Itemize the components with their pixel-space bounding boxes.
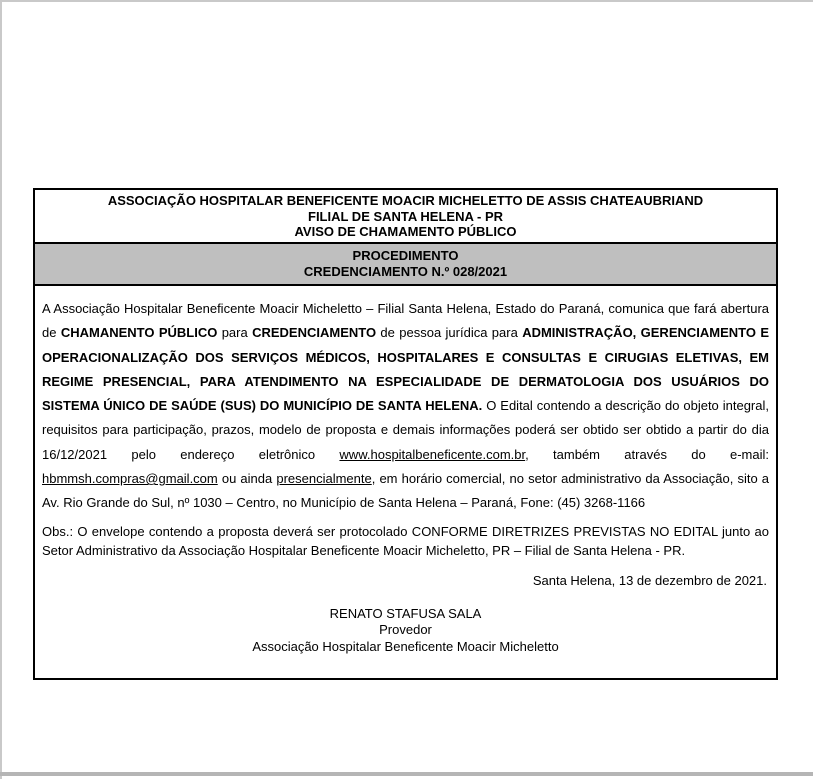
notice-title: AVISO DE CHAMAMENTO PÚBLICO [294,224,517,240]
window-left-border [0,0,2,779]
text-run: A Associação Hospitalar Beneficente Moacir Micheletto – Filial Santa Helena, Estado do Paraná, comunica que fará abertura de [42,301,769,341]
signer-org: Associação Hospitalar Beneficente Moacir Micheletto [252,638,559,654]
document-page [33,188,778,680]
text-run: , também através do e-mail: [525,446,769,462]
document-header [35,190,776,244]
website-link[interactable]: www.hospitalbeneficente.com.br [339,446,526,462]
text-run: para [217,325,253,341]
text-run-bold: CREDENCIAMENTO [252,325,377,341]
text-run: O Edital contendo a descrição do objeto integral, requisitos para participação, prazos, modelo de proposta e demais informações poderá ser obtido ser obtido a partir do dia 16/12/2021 pelo endereço eletrônico [42,398,769,462]
text-run: de pessoa jurídica para [376,325,523,341]
procedure-band [35,244,776,286]
underlined-text: presencialmente [276,471,372,487]
signer-title: Provedor [379,622,432,638]
obs-paragraph: Obs.: O envelope contendo a proposta deverá ser protocolado CONFORME DIRETRIZES PREVISTAS NO EDITAL junto ao Setor Administrativo da Associação Hospitalar Beneficente Moacir Micheletto, PR – Filial de Santa Helena - PR. [42,523,769,558]
branch-line: FILIAL DE SANTA HELENA - PR [308,208,503,224]
text-run: , em horário comercial, no setor administrativo da Associação, sito a Av. Rio Grande do Sul, nº 1030 – Centro, no Município de Santa Helena – Paraná, Fone: (45) 3268-1166 [42,471,770,511]
document-body [35,297,776,689]
text-run: ou ainda [217,471,277,487]
credential-number: CREDENCIAMENTO N.º 028/2021 [303,264,508,279]
main-paragraph [42,297,769,516]
procedure-label: PROCEDIMENTO [352,248,459,263]
window-bottom-border [0,772,813,776]
text-run-bold: CHAMANENTO PÚBLICO [60,325,218,341]
email-link[interactable]: hbmmsh.compras@gmail.com [42,471,218,487]
date-line: Santa Helena, 13 de dezembro de 2021. [532,572,767,588]
window-top-border [0,0,813,2]
signer-name: RENATO STAFUSA SALA [329,605,482,621]
org-name-line: ASSOCIAÇÃO HOSPITALAR BENEFICENTE MOACIR MICHELETTO DE ASSIS CHATEAUBRIAND [107,193,704,208]
signature-block [42,606,769,656]
text-run-bold: ADMINISTRAÇÃO, GERENCIAMENTO E OPERACIONALIZAÇÃO DOS SERVIÇOS MÉDICOS, HOSPITALARES E CONSULTAS E CIRUGIAS ELETIVAS, EM REGIME PRESENCIAL, PARA ATENDIMENTO NA ESPECIALIDADE DE DERMATOLOGIA DOS USUÁRIOS DO SISTEMA ÚNICO DE SAÚDE (SUS) DO MUNICÍPIO DE SANTA HELENA. [42,325,770,414]
